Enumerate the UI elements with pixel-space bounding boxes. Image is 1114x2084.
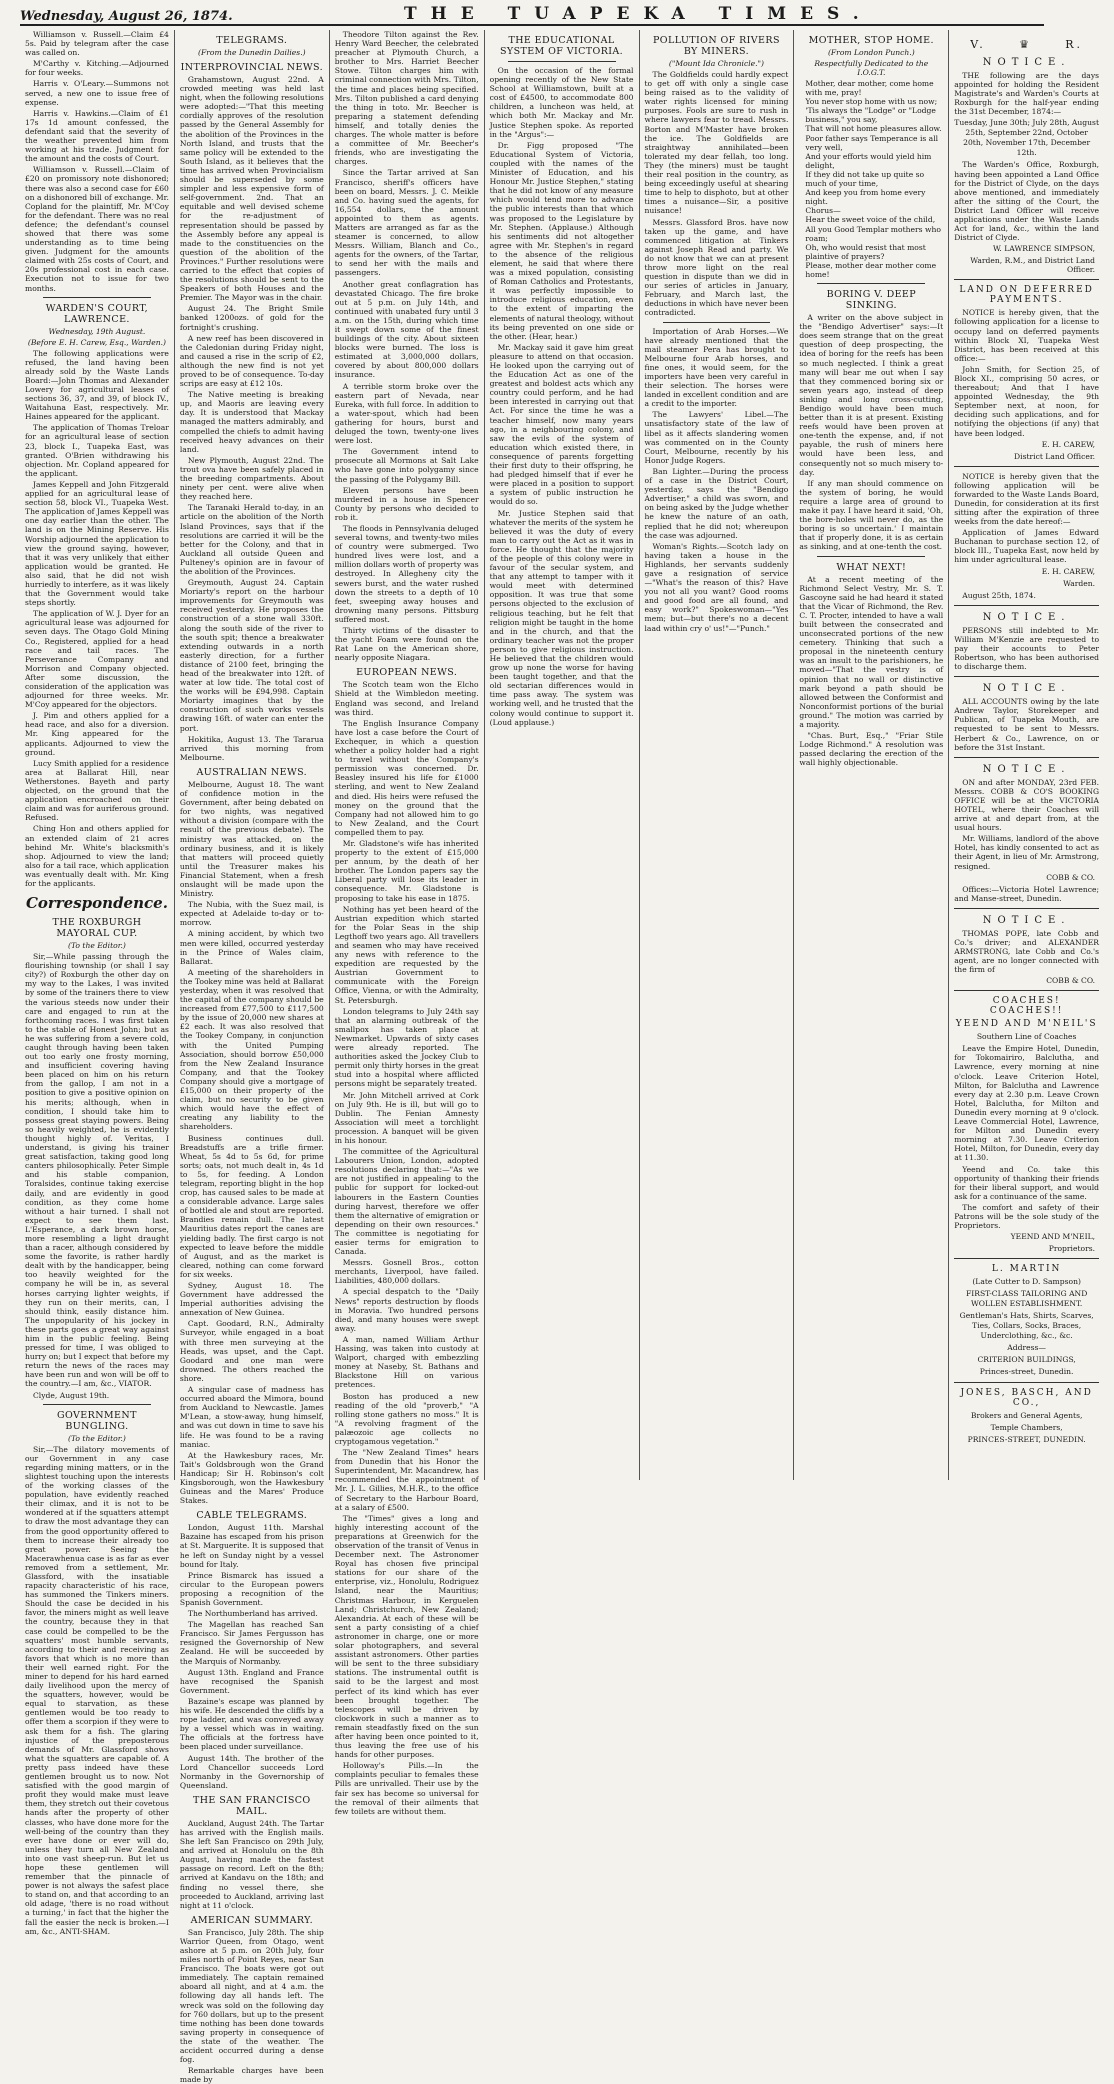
divider: [954, 757, 1099, 758]
news-item: Theodore Tilton against the Rev. Henry Ward Beecher, the celebrated preacher at Plymouth Church, a brother to Mrs. Harriet Beecher Stowe. Tilton charges him with criminal connection with Mrs. Tilton, the time and places being specified. Mrs. Tilton published a card denying the thing in toto. Mr. Beecher is preparing a statement defending himself, and totally denies the charges. The whole matter is before a committee of Mr. Beecher's friends, who are investigating the charges.: [334, 30, 479, 167]
column-7-advertisements: [949, 30, 1104, 1480]
news-item: Sydney, August 18. The Government have addressed the Imperial authorities advising the annexation of New Guinea.: [179, 1281, 324, 1318]
notice-text: Offices:—Victoria Hotel Lawrence; and Manse-street, Dunedin.: [954, 884, 1100, 903]
poem-line: Please, mother dear mother come home!: [805, 260, 937, 279]
divider: [817, 556, 925, 557]
poem-line: That will not home pleasures allow.: [805, 124, 942, 134]
article-paragraph: "Chas. Burt, Esq.," "Friar Stile Lodge Richmond." A resolution was passed declaring the erection of the wall highly objectionable.: [799, 731, 944, 768]
divider: [954, 1258, 1099, 1259]
news-item: A new reef has been discovered in the Caledonian during Friday night, and caused a rise in the scrip of £2, although the new find is not yet proved to be of consequence. To-day scrips are easy at £12 10s.: [179, 333, 324, 389]
news-item: A meeting of the shareholders in the Tookey mine was held at Ballarat yesterday, when it was resolved that the capital of the company should be increased from £77,500 to £117,500 by the issue of 20,000 new shares at £2 each. It was also resolved that the Tookey Company, in conjunction with the United Pumping Association, should borrow £50,000 from the New Zealand Insurance Company, and that the Tookey Company should give a mortgage of £15,000 on their property of the claim, but no security to be given which would have the effect of creating any liability to the shareholders.: [179, 967, 324, 1132]
correspondence-heading: Correspondence.: [25, 894, 168, 913]
notice-text: The Warden's Office, Roxburgh, having been appointed a Land Office for the District of Clyde, on the days above mentioned, and immediately after the sitting of the Court, the District Land Officer will receive applications under the Waste Lands Act for land, &c., within the land District of Clyde.: [954, 160, 1100, 243]
news-item: Capt. Goodard, R.N., Admiralty Surveyor, while engaged in a boat with three men surveying at the Heads, was upset, and the Capt. Goodard and one man were drowned. The others reached the shore.: [179, 1319, 324, 1383]
news-item: Hokitika, August 13. The Tararua arrived this morning from Melbourne.: [179, 734, 324, 762]
news-item: The "Times" gives a long and highly interesting account of the preparations at Greenwich for the observation of the transit of Venus in December next. The Astronomer Royal has chosen five principal stations for our share of the enterprise, viz., Honolulu, Rodriguez Island, near the Mauritius; Christmas Harbour, in Kerguelen Land; Christchurch, New Zealand; Alexandria. At each of these will be sent a party consisting of a chief astronomer in charge, one or more solar photographers, and several assistant astronomers. Other parties will be sent to the three subsidiary stations. The instrumental outfit is said to be the largest and most perfect of its kind which has ever been brought together. The telescopes will be driven by clockwork in such a manner as to remain steadfastly fixed on the sun after having been once pointed to it, thus leaving the free use of his hands for other purposes.: [334, 1513, 479, 1760]
poem-heading: MOTHER, STOP HOME.: [808, 35, 934, 46]
article-paragraph: The Lawyers' Libel.—The unsatisfactory state of the law of libel as it affects slandering women was commented on in the County Court, Melbourne, recently by his Honor Judge Rogers.: [644, 410, 789, 465]
signature: E. H. CAREW,: [1041, 566, 1096, 576]
mayoral-cup-heading: THE ROXBURGH MAYORAL CUP.: [52, 917, 142, 940]
coaches-heading: COACHES! COACHES!!: [989, 996, 1064, 1017]
news-item: Nothing has yet been heard of the Austrian expedition which started for the Polar Seas in the ship Legthoff two years ago. All travellers and seamen who may have received any news with reference to the expedition are requested by the Austrian Government to communicate with the Foreign Office, Vienna, or with the Admiralty, St. Petersburgh.: [334, 904, 479, 1005]
pollution-heading: POLLUTION OF RIVERS BY MINERS.: [653, 35, 780, 57]
poem-line: You never stop home with us now;: [805, 97, 938, 107]
column-5: [640, 30, 795, 1480]
news-item: A man, named William Arthur Hassing, was taken into custody at Walport, charged with embezzling money at Naseby, St. Bathans and Blackstone Hill on various pretences.: [334, 1334, 479, 1390]
article-paragraph: On the occasion of the formal opening recently of the New State School at Williamstown, built at a cost of £4500, to accommodate 800 children, a luncheon was held, at which both Mr. Mackay and Mr. Justice Stephen spoke. As reported in the "Argus":—: [489, 66, 634, 139]
notice-text: Application of James Edward Buchanan to purchase section 12, of block III., Tuapeka East, now held by him under agricultural lease.: [954, 528, 1100, 565]
to-editor: (To the Editor.): [67, 1433, 126, 1443]
article-paragraph: J. Pim and others applied for a head race, and also for a diversion. Mr. King appeared for the applicants. Adjourned to view the ground.: [25, 711, 169, 757]
divider: [43, 1404, 151, 1405]
notice-text: ON and after MONDAY, 23rd FEB. Messrs. COBB & CO'S BOOKING OFFICE will be at the VICTORIA HOTEL, where their Coaches will arrive at and depart from, at the usual hours.: [954, 777, 1100, 833]
poem-line: Oh, who would resist that most plaintive of prayers?: [805, 242, 926, 261]
news-item: The "New Zealand Times" hears from Dunedin that his Honor the Superintendent, Mr. Macandrew, has recommended the appointment of Mr. J. L. Gillies, M.H.R., to the office of Secretary to the Harbour Board, at a salary of £500.: [334, 1448, 479, 1512]
news-item: Grahamstown, August 22nd. A crowded meeting was held last night, when the following resolutions were adopted:—"That this meeting cordially approves of the resolution passed by the General Assembly for the abolition of the Provinces in the North Island, and trusts that the same policy will be extended to the South Island, as it believes that the time has arrived when Provincialism should be superseded by some simpler and less expensive form of self-government. 2nd. That an equitable and well devised scheme for the re-adjustment of representation should be passed by the Assembly before any appeal is made to the constituencies on the question of the abolition of the Provinces." Further resolutions were carried to the effect that copies of the resolutions should be sent to the Speakers of both Houses and the Premier. The Mayor was in the chair.: [179, 75, 324, 303]
divider: [954, 279, 1099, 280]
news-item: Melbourne, August 18. The want of confidence motion in the Government, after being debated on for two nights, was negatived without a division (compare with the result of the previous debate). The ministry was attacked, on the ordinary business, and it is likely that matters will proceed quietly until the Treasurer makes his Financial Statement, when a fresh onslaught will be made upon the Ministry.: [179, 779, 324, 899]
martin-heading: L. MARTIN: [991, 1264, 1062, 1275]
news-item: A terrible storm broke over the eastern part of Nevada, near Eureka, with full force. In addition to a water-spout, which had been gathering for hours, burst and deluged the town, twenty-one lives were lost.: [334, 381, 479, 446]
news-item: Greymouth, August 24. Captain Moriarty's report on the harbour improvements for Greymouth was received yesterday. He proposes the construction of a stone wall 330ft. along the south side of the river to the south spit; thence a breakwater extending outwards in a north easterly direction, for a further distance of 2100 feet, bringing the head of the breakwater into 12ft. of water at low tide. The total cost of the works will be £94,998. Captain Moriarty imagines that by the construction of such works vessels drawing 16ft. of water can enter the port.: [179, 578, 324, 733]
poem-body: [805, 79, 943, 279]
letter-paragraph: Clyde, August 19th.: [33, 1390, 110, 1400]
article-paragraph: Messrs. Glassford Bros. have now taken up the game, and have commenced litigation at Tinkers against Joseph Read and party. We do not know that we can at present throw more light on the real question in dispute than we did in our series of articles in January, February, and March last, the deductions in which have never been contradicted.: [644, 217, 789, 318]
news-item: The Scotch team won the Elcho Shield at the Wimbledon meeting. England was second, and Ireland was third.: [334, 680, 479, 717]
letter-paragraph: Sir,—The dilatory movements of our Government in any case regarding mining matters, or in the slightest touching upon the interests of the working classes of the population, have evidently reached their climax, and it is not to be wondered at if the squatters attempt to draw the most advantage they can from the good opportunity offered to them to increase their already too great power. Seeing the Macerawhenua case is as far as ever removed from a settlement, Mr. Glassford, with the insatiable rapacity characteristic of his race, has summoned the Tinkers miners. Should the case be decided in his favor, the miners might as well leave the country, because they in that case could be compelled to be the squatters' most humble servants, according to their and receiving as favors that which is no more than their well earned right. For the miner to depend for his hard earned daily livelihood upon the mercy of the squatters, however, would be equal to starvation, as these gentlemen would be too ready to offer them a scorpion if they were to ask them for a fish. The glaring injustice of the preposterous demands of Mr. Glassford shows what the squatters are capable of. A pretty pass indeed have these gentlemen brought us to now. Not satisfied with the good margin of profit they would make must leave them, they stretch out their covetous hands after the property of other classes, who have done more for the well-being of the country than they ever have done or ever will do, unless they turn all New Zealand into one vast sheep-run. But let us hope these gentlemen will remember that the pinnacle of power is not always the safest place to stand on, and that according to an old adage, 'there is no road without a turning,' in fact that the higher the fall the easier the neck is broken.—I am, &c., ANTI-SHAM.: [25, 1444, 169, 1936]
court-dates: Tuesday, June 30th; July 28th, August 25th, September 22nd, October 20th, November 17th, December 12th.: [954, 118, 1099, 158]
news-item: The floods in Pennsylvania deluged several towns, and twenty-two miles of country were submerged. Two hundred lives were lost, and a million dollars worth of property was destroyed. In Allegheny city the sewers burst, and the water rushed down the streets to a depth of 10 feet, sweeping away houses and drowning many persons. Pittsburg suffered most.: [334, 523, 479, 624]
news-item: Since the Tartar arrived at San Francisco, sheriff's officers have been on board, Messrs. J. C. Meikle and Co. having sued the agents, for 16,554 dollars, the amount appointed to them as agents. Matters are arranged as far as the steamer is concerned, to allow Messrs. William, Blanch and Co., agents for the owners, of the Tartar, to send her with the mails and passengers.: [334, 168, 479, 278]
divider: [954, 466, 1099, 467]
ad-text: Leave the Empire Hotel, Dunedin, for Tokomairiro, Balclutha, and Lawrence, every morning at nine o'clock. Leave Criterion Hotel, Milton, for Balclutha and Lawrence every day at 2.30 p.m. Leave Crown Hotel, Balclutha, for Milton and Dunedin every morning at 9 o'clock. Leave Commercial Hotel, Lawrence, for Milton and Dunedin every morning at 7.30. Leave Criterion Hotel, Milton, for Dunedin, every day at 11.30.: [954, 1044, 1100, 1163]
court-case: Harris v. Hawkins.—Claim of £1 17s 1d amount confessed, the defendant said that the severity of the weather prevented him from working at his trade. Judgment for the amount and the costs of Court.: [25, 108, 169, 164]
article-paragraph: Woman's Rights.—Scotch lady on having taken a house in the Highlands, her servants suddenly gave a resignation of service—"What's the reason of this? Have you not all you want? Good rooms and good food are all found, and easy work?" Spokeswoman—"Yes mem; but—but there's no a decent laad within cry o' us!"—"Punch.": [644, 541, 789, 633]
news-item: Remarkable charges have been made by: [179, 2066, 324, 2084]
article-paragraph: James Keppell and John Fitzgerald applied for an agricultural lease of section 58, block VI., Tuapeka West. The application of James Keppell was one day earlier than the other. The land is on the Mining Reserve. His Worship adjourned the application to view the ground saying, however, that it was very unlikely that either application would be granted. He also said, that he did not wish hurriedly to interfere, as it was likely that the Government would take steps shortly.: [25, 479, 169, 608]
masthead: [20, 6, 1044, 26]
jones-street: PRINCES-STREET, DUNEDIN.: [967, 1435, 1086, 1445]
to-editor: (To the Editor.): [67, 941, 126, 951]
notice-heading: NOTICE.: [982, 683, 1071, 695]
divider: [954, 990, 1099, 991]
telegrams-heading: TELEGRAMS.: [216, 35, 288, 46]
column-2: [175, 30, 330, 2084]
notice-text: THOMAS POPE, late Cobb and Co.'s driver; and ALEXANDER ARMSTRONG, late Cobb and Co.'s agent, are no longer connected with the firm of: [954, 928, 1100, 975]
poem-line: If they did not take up quite so much of your time,: [805, 169, 925, 189]
what-next-heading: WHAT NEXT!: [836, 561, 907, 573]
notice-text: NOTICE is hereby given, that the following application for a license to occupy land on deferred payments within Block XI, Tuapeka West District, has been received at this office:—: [954, 308, 1100, 363]
royal-cipher: [954, 30, 1099, 51]
government-bungling-heading: GOVERNMENT BUNGLING.: [57, 1409, 137, 1432]
poem-line: 'Tis always the "Lodge" or "Lodge business," you say,: [805, 106, 936, 125]
divider: [954, 908, 1099, 909]
notice-text: PERSONS still indebted to Mr. William M'Kenzie are requested to pay their accounts to Peter Robertson, who has been authorised to discharge them.: [954, 625, 1100, 672]
notice-heading: NOTICE.: [982, 611, 1071, 623]
news-item: New Plymouth, August 22nd. The trout ova have been safely placed in the breeding compartments. About ninety per cent. were alive when they reached here.: [179, 455, 324, 502]
crown-icon: ♛: [1019, 38, 1032, 51]
news-item: August 24. The Bright Smile banked 1200ozs. of gold for the fortnight's crushing.: [179, 304, 324, 332]
news-item: The committee of the Agricultural Labourers Union, London, adopted resolutions declaring that:—"As we are not justified in appealing to the public for support for locked-out labourers in the Eastern Counties during harvest, therefore we offer them the alternative of emigration or depending on their own resources." The committee is negotiating for easier terms for emigration to Canada.: [334, 1147, 479, 1257]
wardens-court-before: (Before E. H. Carew, Esq., Warden.): [27, 337, 166, 347]
news-item: At the Hawkesbury races, Mr. Tait's Goldsbrough won the Grand Handicap; Sir H. Robinson's colt Kingsborough, won the Hawkesbury Guineas and the Mares' Produce Stakes.: [179, 1450, 324, 1506]
martin-street: Princes-street, Dunedin.: [979, 1367, 1074, 1377]
news-item: The Taranaki Herald to-day, in an article on the abolition of the North Island Provinces, says that if the resolutions are carried it will be the better for the Colony, and that in Auckland all outside Queen and Pulteney's opinion are in favour of the abolition of the Provinces.: [179, 503, 324, 576]
article-paragraph: Ban Lighter.—During the process of a case in the District Court, yesterday, says the "Bendigo Advertiser," a child was sworn, and on being asked by the Judge whether he knew the nature of an oath, replied that he did not; whereupon the case was adjourned.: [644, 466, 789, 540]
court-case: M'Carthy v. Kitching.—Adjourned for four weeks.: [25, 59, 169, 78]
article-paragraph: A writer on the above subject in the "Bendigo Advertiser" says:—It does seem strange that on the great question of deep prospecting, the idea of boring for the reefs has been so much neglected. I think a great many will bear me out when I say that they commenced boring six or seven years ago, instead of deep sinking and long cross-cutting, Bendigo would have been much better than it is at present. Existing reefs would have been proven at one-tenth the expense, and, if not payable, the rush of miners here would have been less, and consequently not so much misery to-day.: [799, 313, 944, 477]
news-item: Holloway's Pills.—In the complaints peculiar to females these Pills are unrivalled. Their use by the fair sex has become so universal for the removal of their ailments that few toilets are without them.: [334, 1761, 479, 1816]
martin-subheading: (Late Cutter to D. Sampson): [972, 1277, 1081, 1287]
article-paragraph: Lucy Smith applied for a residence area at Ballarat Hill, near Wetherstones. Bayeth and party objected, on the ground that the application encroached on their claim and was for auriferous ground. Refused.: [25, 758, 169, 823]
news-item: Business continues dull. Breadstuffs are a trifle firmer. Wheat, 5s 4d to 5s 6d, for prime sorts; oats, not much dealt in, 4s 1d to 5s, for feeding. A London telegram, reporting blight in the hop crop, has caused sales to be made at a considerable advance. Large sales of bottled ale and stout are reported. Brandies remain dull. The latest Mauritius dates report the canes are yielding badly. The first cargo is not expected to leave before the middle of August, and as the market is cleared, nothing can come forward for six weeks.: [179, 1133, 324, 1279]
yeend-subheading: Southern Line of Coaches: [976, 1032, 1077, 1042]
news-item: San Francisco, July 28th. The ship Warrior Queen, from Otago, went ashore at 5 p.m. on 20th July, four miles north of Point Reyes, near San Francisco. The boats were got out immediately. The captain remained aboard all night, and at 4 a.m. the following day all hands left. The wreck was sold on the following day for 760 dollars, but up to the present time nothing has been done towards saving property in consequence of the state of the weather. The accident occurred during a dense fog.: [179, 1927, 324, 2065]
signature: E. H. CAREW,: [1041, 439, 1096, 449]
poem-line: Poor father says Temperance is all very well,: [805, 133, 939, 152]
news-item: The Northumberland has arrived.: [187, 1609, 318, 1619]
news-item: Prince Bismarck has issued a circular to the European powers proposing a recognition of the Spanish Government.: [179, 1570, 324, 1607]
interprovincial-heading: INTERPROVINCIAL NEWS.: [180, 62, 324, 73]
european-news-heading: EUROPEAN NEWS.: [356, 667, 458, 679]
cipher-r: R.: [1065, 38, 1084, 51]
news-item: August 14th. The brother of the Lord Chancellor succeeds Lord Normanby in the Governorship of Queensland.: [179, 1753, 324, 1790]
pollution-source: ("Mount Ida Chronicle."): [668, 59, 764, 68]
article-paragraph: At a recent meeting of the Richmond Select Vestry, Mr. S. T. Gascoyne said he had heard it stated that the Vicar of Richmond, the Rev. C. T. Procter, intended to have a wall built between the consecrated and unconsecrated portions of the new cemetery. Thinking that such a proposal in the nineteenth century was an insult to the parishioners, he moved—"That the vestry is of opinion that no wall or distinctive mark beyond a path should be allowed between the Conformist and Nonconformist portions of the burial ground." The motion was carried by a majority.: [799, 574, 944, 729]
signature-title: District Land Officer.: [1014, 451, 1096, 461]
signature-title: Warden.: [1063, 578, 1096, 588]
ad-text: The comfort and safety of their Patrons will be the sole study of the Proprietors.: [954, 1202, 1100, 1231]
news-item: August 13th. England and France have recognised the Spanish Government.: [179, 1667, 324, 1695]
deferred-payments-heading: LAND ON DEFERRED PAYMENTS.: [959, 285, 1094, 306]
poem-source: (From London Punch.): [827, 48, 915, 57]
notice-heading: NOTICE.: [982, 57, 1071, 68]
telegrams-source: (From the Dunedin Dailies.): [198, 48, 306, 57]
cipher-v: V.: [970, 38, 986, 51]
jones-business: Brokers and General Agents,: [970, 1411, 1083, 1421]
american-summary-heading: AMERICAN SUMMARY.: [190, 1914, 314, 1926]
news-item: Auckland, August 24th. The Tartar has arrived with the English mails. She left San Francisco on 29th July, and arrived at Honolulu on the 8th August, having made the fastest passage on record. Left on the 8th; arrived at Kandavu on the 18th; and finding no vessel there, she proceeded to Auckland, arriving last night at 11 o'clock.: [179, 1818, 324, 1910]
poem-line: Mother, dear mother, come home with me, pray!: [805, 79, 934, 98]
signature: COBB & CO.: [1046, 872, 1096, 882]
article-paragraph: The application of Thomas Treloar for an agricultural lease of section 23, block I., Tuapeka East, was granted. O'Brien withdrawing his objection. Mr. Copland appeared for the applicant.: [25, 423, 169, 478]
news-item: Another great conflagration has devastated Chicago. The fire broke out at 5 p.m. on July 14th, and continued with unabated fury until 3 a.m. on the 15th, during which time it swept down some of the finest buildings of the city. About sixteen blocks were burned. The loss is estimated at 3,000,000 dollars, covered by about 800,000 dollars insurance.: [334, 279, 479, 380]
news-item: A mining accident, by which two men were killed, occurred yesterday in the Prince of Wales claim, Ballarat.: [179, 929, 324, 966]
article-paragraph: If any man should commence on the system of boring, he would require a large area of ground to make it pay. I have heard it said, 'Oh, the bore-holes will never do, as the boring is so uncertain.' I maintain that if properly done, it is as certain as sinking, and at one-tenth the cost.: [799, 478, 944, 552]
paper-title: THE TUAPEKA TIMES.: [403, 4, 873, 24]
jones-heading: JONES, BASCH, AND CO.,: [960, 1388, 1093, 1409]
court-case: Williamson v. Russell.—Claim of £20 on promissory note dishonored; there was also a second case for £60 on a dishonored bill of exchange. Mr. Copland for the plaintiff, Mr. M'Coy for the defendant. There was no real defence; the defendant's counsel showed that there was some understanding as to time being given. Judgment for the amounts claimed with 25s costs of Court, and 20s professional cost in each case. Execution not to issue for two months.: [25, 165, 169, 293]
article-paragraph: Dr. Figg proposed "The Educational System of Victoria, coupled with the names of the Minister of Education, and his Honour Mr. Justice Stephen," stating that he did not know of any measure which would tend more to advance the public interests than that which was proposed to the Legislature by Mr. Stephen. (Applause.) Although his sentiments did not altogether agree with Mr. Stephen's in regard to the absence of the religious element, he said that where there was a mixed population, consisting of Roman Catholics and Protestants, it was perfectly impossible to introduce religious education, even to the extent of imparting the elements of natural theology, without its being prevented on one side or the other. (Hear, hear.): [489, 140, 634, 341]
columns: [20, 30, 1104, 2084]
signature-title: Proprietors.: [1048, 1244, 1096, 1254]
column-3: [330, 30, 485, 1816]
poem-line: Hear the sweet voice of the child,: [805, 215, 936, 225]
notice-text: Mr. Williams, landlord of the above Hotel, has kindly consented to act as their Agent, in lieu of Mr. Armstrong, resigned.: [954, 834, 1100, 871]
signature-title: Warden, R.M., and District Land Officer.: [970, 256, 1096, 275]
poem-line: And keep you from home every night.: [805, 188, 926, 207]
poem-line: All you Good Templar mothers who roam;: [805, 224, 941, 243]
boring-heading: BORING V. DEEP SINKING.: [826, 289, 917, 312]
news-item: London, August 11th. Marshal Bazaine has escaped from his prison at St. Marguerite. It is supposed that he left on Sunday night by a vessel bound for Italy.: [179, 1523, 324, 1569]
court-case: Williamson v. Russell.—Claim £4 5s. Paid by telegram after the case was called on.: [25, 30, 169, 58]
article-paragraph: The Goldfields could hardly expect to get off with only a single case being raised as to the validity of water rights licensed for mining purposes. Fools are sure to rush in where lawyers fear to tread. Messrs. Borton and M'Master have broken the ice. The Goldfields are straightway annihilated—been tolerated my dear fellah, too long. They (the miners) must be taught their real position in the country, as being exceedingly useful at shearing time to help to disphoto, but at other times a nuisance—Sir, a positive nuisance!: [644, 70, 789, 216]
news-item: The Magellan has reached San Francisco. Sir James Fergusson has resigned the Governorship of New Zealand. He will be succeeded by the Marquis of Normanby.: [179, 1620, 324, 1666]
education-heading: THE EDUCATIONAL SYSTEM OF VICTORIA.: [500, 35, 624, 57]
signature: W. LAWRENCE SIMPSON,: [992, 244, 1096, 254]
news-item: Messrs. Gosnell Bros., cotton merchants, Liverpool, have failed. Liabilities, 480,000 dollars.: [334, 1258, 479, 1286]
news-item: Eleven persons have been murdered in a house in Spencer County by persons who decided to rob it.: [334, 485, 479, 522]
letter-paragraph: Sir,—While passing through the flourishing township (or shall I say city?) of Roxburgh the other day on my way to the Lakes, I was invited by some of the trainers there to view the various steeds now under their care and engaged to run at the forthcoming races. I was first taken to the stable of Honest John; but as he was suffering from a severe cold, caught through having been taken out too early one frosty morning, and insufficient covering having been placed on him on his return from the gallop, I am not in a position to give a positive opinion on his merits; although, when in condition, I should take him to possess great staying powers. Being so heavily weighted, he is evidently thought highly of. Veritas, I understand, is giving his trainer great satisfaction, taking good long canters philosophically. Peter Simple and his stable companion, Toralsides, continue taking exercise daily, and are evidently in good condition, as they come home without a hair turned. I shall not expect to see them last. L'Esperance, a dark brown horse, more resembling a light draught than a racer, although considered by some the favorite, is rather hardly dealt with by the handicapper, being too heavily weighted for the company he will be in, as several horses carrying lighter weights, if they run on their merits, can, I should think, easily distance him. The unpopularity of his jockey in these parts goes a great way against him in the public feeling. Being pressed for time, I was obliged to hurry on; but I expect that before my return the news of the races may have been run and won will be off to the country.—I am, &c., VIATOR.: [25, 952, 169, 1389]
signature: COBB & CO.: [1046, 976, 1096, 986]
martin-address: CRITERION BUILDINGS,: [977, 1355, 1076, 1365]
martin-goods: Gentleman's Hats, Shirts, Scarves, Ties, Collars, Socks, Braces, Underclothing, &c., &c.: [959, 1311, 1094, 1341]
news-item: Mr. Gladstone's wife has inherited property to the extent of £15,000 per annum, by the death of her brother. The London papers say the Liberal party will lose its leader in consequence. Mr. Gladstone is proposing to take his ease in 1875.: [334, 838, 479, 903]
divider: [954, 1382, 1099, 1383]
column-4: [485, 30, 640, 1480]
news-item: London telegrams to July 24th say that an alarming outbreak of the smallpox has taken place at Newmarket. Upwards of sixty cases were already reported. The authorities asked the Jockey Club to permit only thirty horses in the great stud into a hospital where afflicted persons might be separately treated.: [334, 1006, 479, 1089]
divider: [663, 322, 771, 323]
article-paragraph: The application of W. J. Dyer for an agricultural lease was adjourned for seven days. The Otago Gold Mining Co., Registered, applied for a head race and tail races. The Perseverance Company and Morrison and Company objected. After some discussion, the consideration of the application was adjourned for three weeks. Mr. M'Coy appeared for the objectors.: [25, 609, 169, 710]
news-item: The Native meeting is breaking up, and Maoris are leaving every day. It is understood that Mackay managed the matters admirably, and compelled the chiefs to admit having received heavy advances on their land.: [179, 390, 324, 454]
notice-text: NOTICE is hereby given that the following application will be forwarded to the Waste Lands Board, Dunedin, for consideration at its first sitting after the expiration of three weeks from the date hereof:—: [954, 471, 1100, 527]
article-paragraph: Mr. Justice Stephen said that whatever the merits of the system he believed it was the duty of every man to carry out the Act as it was in force. He thought that the majority of the people of this colony were in favour of the secular system, and that any attempt to tamper with it would meet with determined opposition. It was true that some persons objected to the exclusion of religious teaching, but he felt that religion might be taught in the home and in the church, and that the ordinary teacher was not the proper person to give religious instruction. He believed that the children would grow up none the worse for having been taught together, and that the old sectarian differences would in time pass away. The system was working well, and he trusted that the colony would continue to support it. (Loud applause.): [489, 508, 634, 727]
notice-text: John Smith, for Section 25, of Block XI., comprising 50 acres, or thereabout; And that I have appointed Wednesday, the 9th September next, at noon, for deciding such applications, and for notifying the objections (if any) that have been lodged.: [954, 364, 1100, 438]
issue-date: Wednesday, August 26, 1874.: [20, 9, 233, 24]
news-item: Thirty victims of the disaster to the yacht Foam were found on the Rat Lane on the American shore, nearly opposite Niagara.: [334, 626, 479, 663]
san-francisco-mail-heading: THE SAN FRANCISCO MAIL.: [193, 1794, 311, 1817]
notice-date: August 25th, 1874.: [962, 590, 1036, 600]
poem-line: Chorus—: [805, 206, 841, 216]
wardens-court-date: Wednesday, 19th August.: [48, 326, 146, 336]
notice-text: THE following are the days appointed for holding the Resident Magistrate's and Warden's Courts at Roxburgh for the half-year ending the 31st December, 1874:—: [954, 71, 1100, 117]
divider: [954, 605, 1099, 606]
divider: [508, 61, 616, 62]
article-paragraph: Mr. Mackay said it gave him great pleasure to attend on that occasion. He looked upon the carrying out of the Education Act as one of the greatest and boldest acts which any country could perform, and he had been interested in carrying out that Act. For since the time he was a teacher himself, now many years ago, in a neighbouring colony, and saw the evils of the system of education which existed there, in consequence of parents forgetting their first duty to their offspring, he had pledged himself that if ever he were placed in a position to support a system of public instruction he would do so.: [489, 342, 634, 507]
notice-text: ALL ACCOUNTS owing by the late Andrew Taylor, Storekeeper and Publican, of Tuapeka Mouth, are requested to be sent to Messrs. Herbert & Co., Lawrence, on or before the 31st Instant.: [954, 697, 1100, 752]
notice-heading: NOTICE.: [982, 914, 1071, 926]
column-6: [794, 30, 949, 1480]
divider: [817, 283, 925, 284]
news-item: The Government intend to prosecute all Mormons at Salt Lake who have gone into polygamy since the passing of the Polygamy Bill.: [334, 447, 479, 484]
jones-chambers: Temple Chambers,: [990, 1423, 1063, 1433]
cable-telegrams-heading: CABLE TELEGRAMS.: [196, 1510, 308, 1522]
news-item: Bazaine's escape was planned by his wife. He descended the cliffs by a rope ladder, and was conveyed away by a vessel which was in waiting. The officials at the fortress have been placed under surveillance.: [179, 1696, 324, 1752]
news-item: The Nubia, with the Suez mail, is expected at Adelaide to-day or to-morrow.: [179, 900, 324, 928]
news-item: Boston has produced a new reading of the old "proverb," "A rolling stone gathers no moss." It is "A revolving fragment of the palæozoic age collects no cryptogamous vegetation.": [334, 1391, 479, 1446]
australian-news-heading: AUSTRALIAN NEWS.: [196, 766, 308, 778]
martin-business: FIRST-CLASS TAILORING AND WOLLEN ESTABLISHMENT.: [965, 1289, 1088, 1309]
poem-line: And your efforts would yield him delight,: [805, 151, 932, 170]
divider: [954, 676, 1099, 677]
news-item: A singular case of madness has occurred aboard the Mimora, bound from Auckland to Newcastle. James M'Lean, a stow-away, hung himself, and was cut down in time to save his life. He was found to be a raving maniac.: [179, 1385, 324, 1449]
news-item: The English Insurance Company have lost a case before the Court of Exchequer, in which a question whether a policy holder had a right to travel without the Company's permission was concerned. Dr. Beasley insured his life for £1000 sterling, and went to New Zealand and died. His heirs were refused the money on the ground that the Company had not allowed him to go to New Zealand, and the Court compelled them to pay.: [334, 718, 479, 837]
yeend-heading: YEEND AND M'NEIL'S: [955, 1019, 1098, 1030]
news-item: Mr. John Mitchell arrived at Cork on July 9th. He is ill, but will go to Dublin. The Fenian Amnesty Association will meet a torchlight procession. A banquet will be given in his honour.: [334, 1090, 479, 1145]
court-case: Harris v. O'Leary.—Summons not served, a new one to issue free of expense.: [25, 79, 169, 107]
notice-heading: NOTICE.: [982, 763, 1071, 775]
wardens-court-heading: WARDEN'S COURT, LAWRENCE.: [45, 302, 149, 325]
divider: [43, 297, 151, 298]
column-1: [20, 30, 175, 1936]
article-paragraph: The following applications were refused, the land having been already sold by the Waste Lands Board:—John Thomas and Alexander Lowery for agricultural leases of sections 36, 37, and 39, of block IV., Waitahuna East, respectively. Mr. Haines appeared for the applicant.: [25, 348, 169, 422]
martin-address-label: Address—: [1007, 1343, 1046, 1353]
ad-text: Yeend and Co. take this opportunity of thanking their friends for their liberal support, and would ask for a continuance of the same.: [954, 1164, 1100, 1201]
poem-dedication: Respectfully Dedicated to the I.O.G.T.: [814, 59, 929, 77]
article-paragraph: Ching Hon and others applied for an extended claim of 21 acres behind Mr. White's blacksmith's shop. Adjourned to view the land; also for a tail race, which application was eventually dealt with. Mr. King for the applicants.: [25, 824, 169, 888]
article-paragraph: Importation of Arab Horses.—We have already mentioned that the mail steamer Pera has brought to Melbourne four Arab horses, and fine ones, it would seem, for the importers have been very careful in their selection. The horses were landed in excellent condition and are a credit to the importer.: [644, 326, 789, 409]
news-item: A special despatch to the "Daily News" reports destruction by floods in Moravia. Two hundred persons died, and many houses were swept away.: [334, 1287, 479, 1333]
signature: YEEND AND M'NEIL,: [1010, 1232, 1096, 1242]
